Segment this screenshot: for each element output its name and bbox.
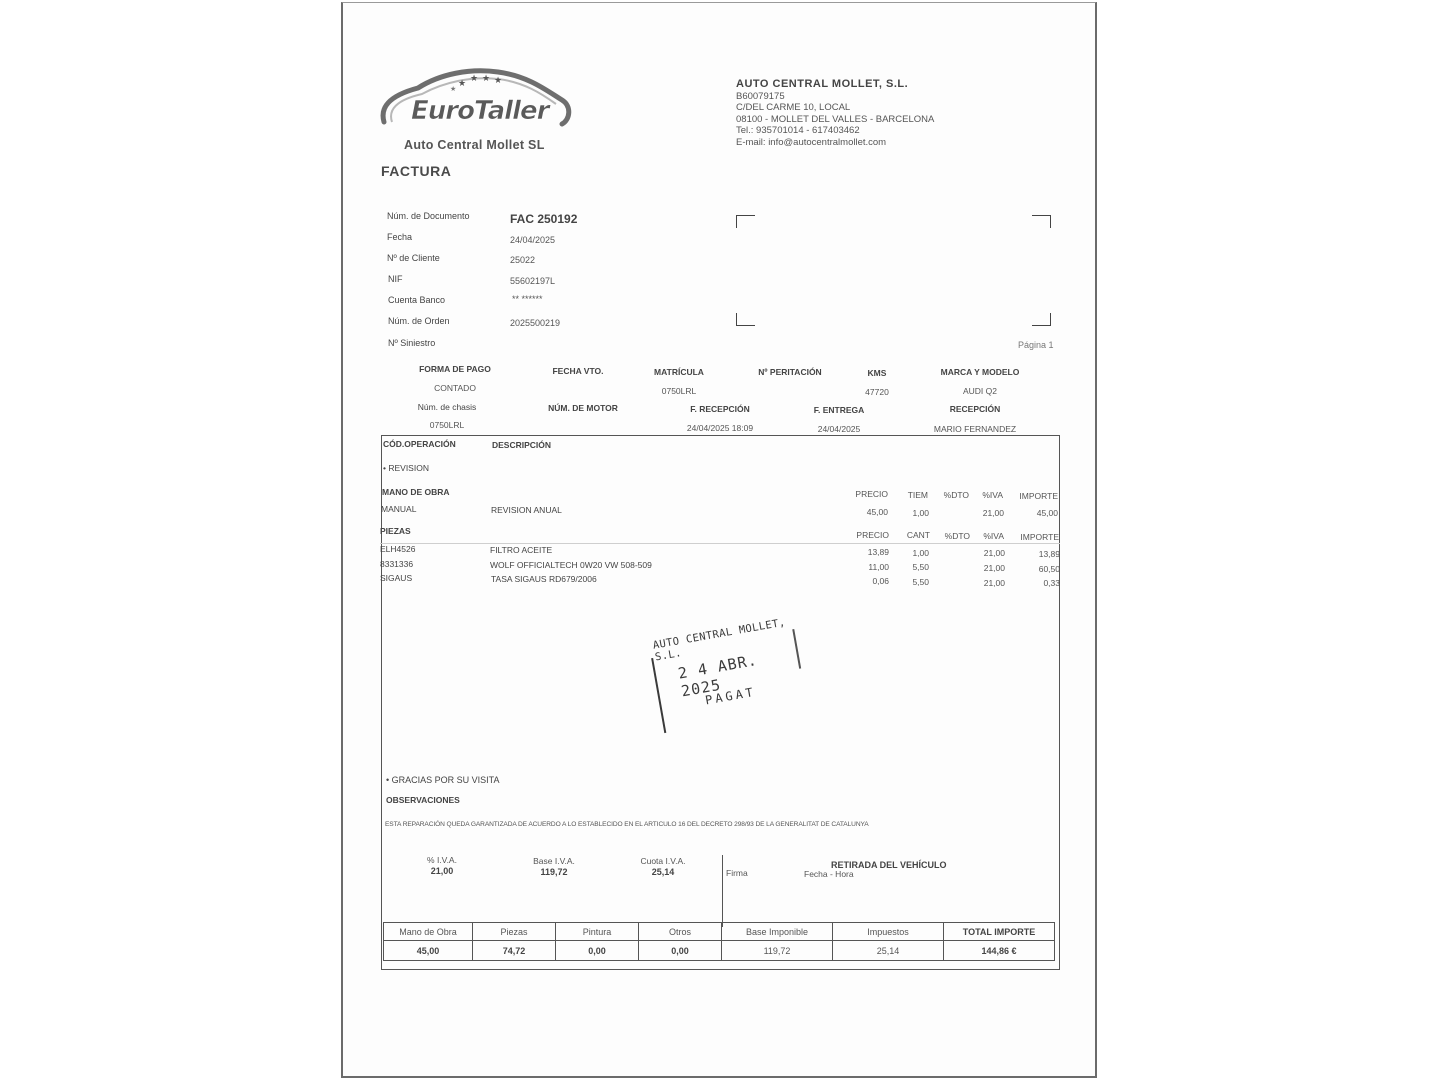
meta-value-orden: 2025500219 [510,318,561,328]
operation-label: • REVISION [383,463,429,473]
tax-label-cuota: Cuota I.V.A. [640,856,686,866]
totals-header-pintura: Pintura [556,923,639,941]
table-row-code: SIGAUS [380,573,413,583]
table-row-precio: 0,06 [872,576,889,586]
company-cif: B60079175 [736,90,785,102]
info-header-marca-modelo: MARCA Y MODELO [940,367,1020,377]
labor-row-precio: 45,00 [866,507,888,517]
meta-label-fecha: Fecha [387,232,413,242]
table-row-code: ELH4526 [380,544,416,554]
table-row-importe: 0,33 [1043,578,1060,588]
svg-text:★: ★ [458,79,467,89]
svg-text:★: ★ [450,85,457,93]
tax-value-base: 119,72 [540,867,568,877]
company-phone: Tel.: 935701014 - 617403462 [736,125,860,137]
info-header-recepcion-fecha: F. RECEPCIÓN [690,404,750,414]
totals-header-otros: Otros [639,923,722,941]
observations-title: OBSERVACIONES [386,795,460,805]
table-row-precio: 11,00 [868,562,889,572]
totals-header-total-importe: TOTAL IMPORTE [944,923,1055,941]
tax-value-iva-pct: 21,00 [430,866,454,876]
svg-text:★: ★ [494,76,503,86]
info-value-forma-pago: CONTADO [434,383,476,393]
labor-row-iva: 21,00 [982,508,1004,518]
info-value-kms: 47720 [865,387,889,397]
meta-value-nif: 55602197L [510,276,556,286]
totals-value-impuestos: 25,14 [833,941,944,961]
labor-row-desc: REVISION ANUAL [491,505,562,515]
stamp-paid-label: PAGAT [704,684,757,708]
info-value-recepcion-fecha: 24/04/2025 18:09 [686,423,754,433]
meta-label-cuenta-banco: Cuenta Banco [388,295,446,305]
table-row-desc: WOLF OFFICIALTECH 0W20 VW 508-509 [490,560,652,570]
labor-row-tiem: 1,00 [912,508,929,518]
meta-label-nif: NIF [388,274,403,284]
parts-header-cant: CANT [906,530,930,540]
totals-header-mano-obra: Mano de Obra [384,923,473,941]
page-number: Página 1 [1018,340,1054,350]
info-header-entrega: F. ENTREGA [813,405,865,415]
table-row-precio: 13,89 [867,547,889,557]
table-row-desc: TASA SIGAUS RD679/2006 [491,574,597,584]
company-info [736,79,934,149]
document-title: FACTURA [381,163,452,179]
table-row-importe: 13,89 [1038,549,1060,559]
totals-header-impuestos: Impuestos [833,923,944,941]
tax-label-iva-pct: % I.V.A. [427,855,457,865]
table-row-desc: FILTRO ACEITE [490,545,553,555]
info-header-chasis: Núm. de chasis [417,402,477,412]
labor-row-importe: 45,00 [1036,508,1058,518]
table-row-importe: 60,50 [1038,564,1060,574]
parts-section-title: PIEZAS [380,526,411,536]
col-header-codigo: CÓD.OPERACIÓN [383,439,456,449]
signature-divider [722,855,723,927]
info-value-entrega: 24/04/2025 [817,424,861,434]
totals-table [383,922,1055,961]
info-header-peritacion: Nº PERITACIÓN [758,367,822,377]
info-header-matricula: MATRÍCULA [654,367,704,377]
date-time-label: Fecha - Hora [804,869,854,879]
company-city: 08100 - MOLLET DEL VALLES - BARCELONA [736,113,935,125]
info-value-matricula: 0750LRL [661,386,697,396]
signature-label: Firma [726,868,748,878]
meta-label-cliente: Nº de Cliente [387,253,440,263]
stamp-date: 2 4 ABR. 2025 [676,651,759,701]
parts-header-precio: PRECIO [856,530,889,540]
totals-header-base-imponible: Base Imponible [722,923,833,941]
company-street: C/DEL CARME 10, LOCAL [736,102,851,114]
labor-header-iva: %IVA [982,490,1003,500]
labor-section-title: MANO DE OBRA [382,487,450,497]
stamp-company: AUTO CENTRAL MOLLET, S.L. [651,616,787,664]
meta-label-siniestro: Nº Siniestro [388,338,436,348]
svg-text:★: ★ [470,74,479,84]
meta-label-orden: Núm. de Orden [388,316,450,326]
meta-value-documento: FAC 250192 [510,212,578,226]
table-row-cant: 5,50 [912,562,929,572]
meta-label-documento: Núm. de Documento [387,211,470,221]
totals-value-mano-obra: 45,00 [384,941,473,961]
totals-value-total-importe: 144,86 € [944,941,1055,961]
labor-header-dto: %DTO [943,490,969,500]
meta-value-cliente: 25022 [510,255,536,265]
labor-header-precio: PRECIO [855,489,888,499]
table-row-cant: 1,00 [912,548,929,558]
meta-value-fecha: 24/04/2025 [510,235,556,245]
labor-row-code: MANUAL [381,504,417,514]
table-row-iva: 21,00 [983,563,1005,573]
tax-value-cuota: 25,14 [651,867,675,877]
scan-fold-line [380,543,1060,544]
parts-header-dto: %DTO [944,531,970,541]
info-header-forma-pago: FORMA DE PAGO [419,364,491,374]
parts-header-iva: %IVA [983,531,1004,541]
labor-header-importe: IMPORTE [1019,491,1058,501]
eurotaller-logo [378,64,574,134]
tax-label-base: Base I.V.A. [533,856,575,866]
totals-value-base-imponible: 119,72 [722,941,833,961]
table-row-iva: 21,00 [983,578,1005,588]
svg-text:★: ★ [482,74,491,84]
logo-subtitle: Auto Central Mollet SL [404,138,545,152]
info-value-chasis: 0750LRL [429,420,465,430]
info-value-marca-modelo: AUDI Q2 [962,386,997,396]
labor-header-tiem: TIEM [907,490,928,500]
table-row-code: 8331336 [380,559,414,569]
totals-value-piezas: 74,72 [473,941,556,961]
logo-brand-text: EuroTaller [411,96,549,126]
info-header-recepcion: RECEPCIÓN [949,404,1001,414]
totals-value-pintura: 0,00 [556,941,639,961]
company-name: AUTO CENTRAL MOLLET, S.L. [736,78,909,90]
parts-header-importe: IMPORTE [1020,532,1059,542]
recipient-address-box [736,215,1051,326]
totals-value-otros: 0,00 [639,941,722,961]
warranty-legal-text: ESTA REPARACIÓN QUEDA GARANTIZADA DE ACUERDO A LO ESTABLECIDO EN EL ARTICULO 16 DEL DECRETO 298/93 DE LA GENERALITAT DE CATALUNYA [385,821,869,828]
company-email: E-mail: info@autocentralmollet.com [736,136,887,148]
info-value-recepcion: MARIO FERNANDEZ [933,424,1017,434]
info-header-motor: NÚM. DE MOTOR [548,403,618,413]
totals-header-piezas: Piezas [473,923,556,941]
thanks-note: • GRACIAS POR SU VISITA [386,775,500,785]
info-header-fecha-vto: FECHA VTO. [552,366,604,376]
pickup-title: RETIRADA DEL VEHÍCULO [831,860,947,870]
info-header-kms: KMS [867,368,887,378]
meta-value-cuenta-banco: ** ****** [512,294,543,304]
table-row-cant: 5,50 [912,577,929,587]
col-header-descripcion: DESCRIPCIÓN [492,440,552,450]
table-row-iva: 21,00 [983,548,1005,558]
